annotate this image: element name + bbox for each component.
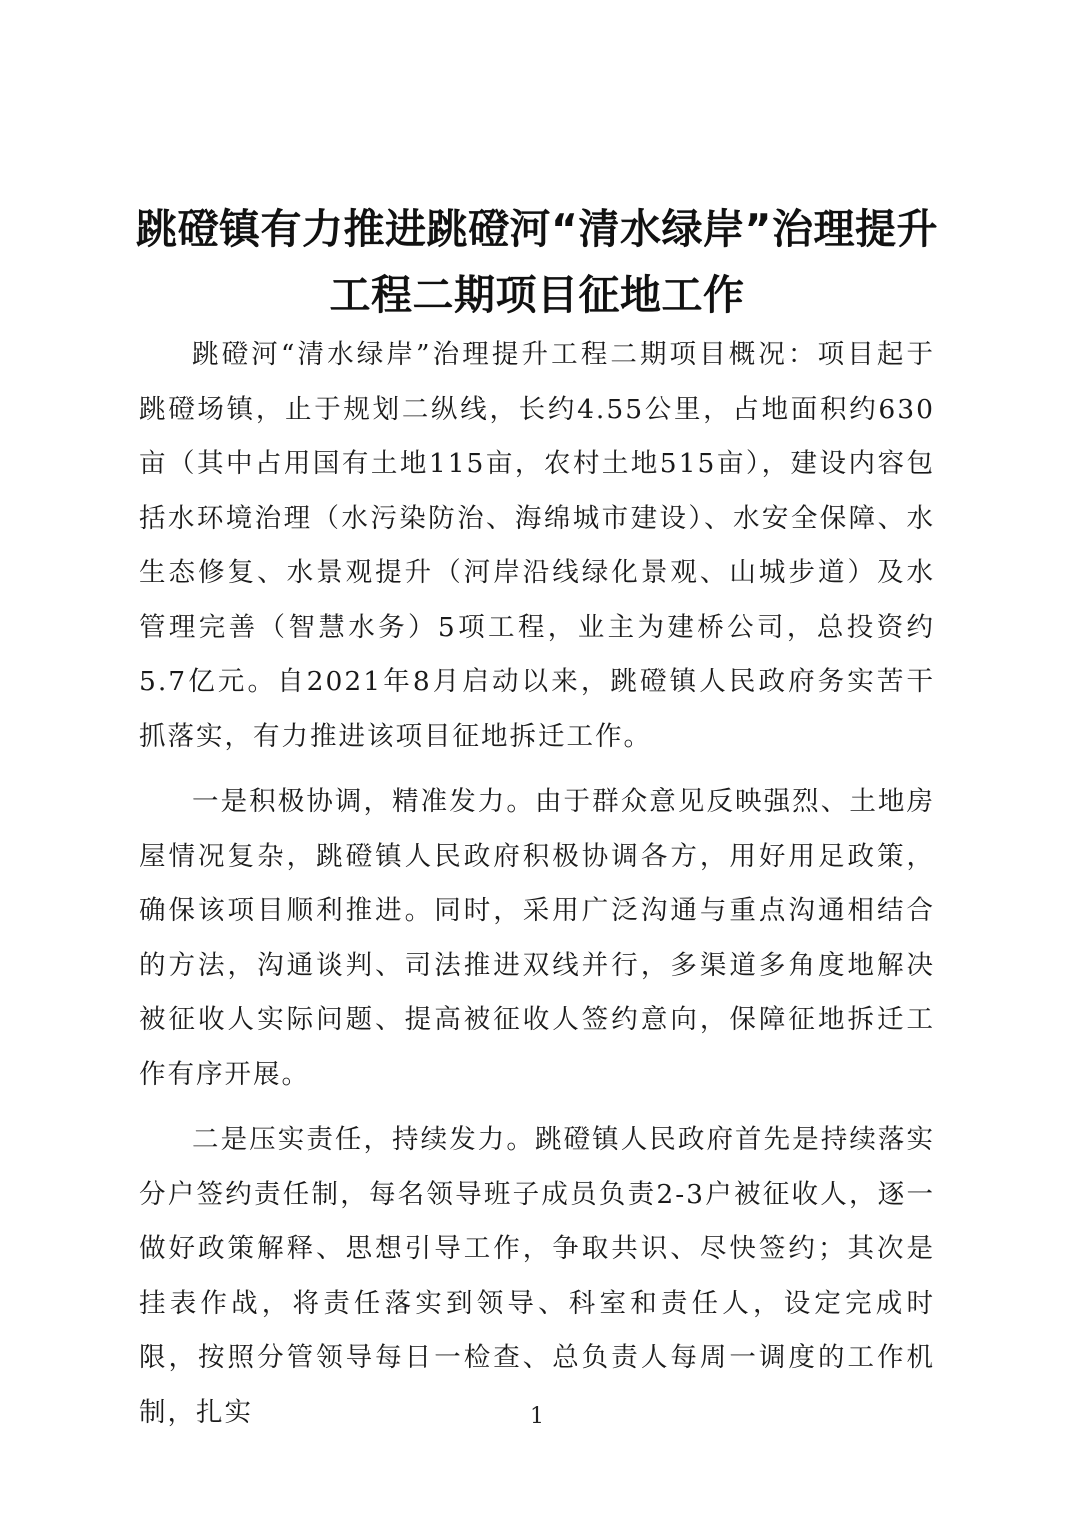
document-title: 跳磴镇有力推进跳磴河“清水绿岸”治理提升工程二期项目征地工作 [136, 205, 938, 319]
document-body [139, 328, 935, 1451]
paragraph-coordination: 一是积极协调，精准发力。由于群众意见反映强烈、土地房屋情况复杂，跳磴镇人民政府积极协调各方，用好用足政策，确保该项目顺利推进。同时，采用广泛沟通与重点沟通相结合的方法，沟通谈判、司法推进双线并行，多渠道多角度地解决被征收人实际问题、提高被征收人签约意向，保障征地拆迁工作有序开展。 [139, 786, 935, 1090]
page-number: 1 [530, 1404, 544, 1429]
paragraph-project-overview: 跳磴河“清水绿岸”治理提升工程二期项目概况：项目起于跳磴场镇，止于规划二纵线，长约4.55公里，占地面积约630亩（其中占用国有土地115亩，农村土地515亩），建设内容包括水环境治理（水污染防治、海绵城市建设）、水安全保障、水生态修复、水景观提升（河岸沿线绿化景观、山城步道）及水管理完善（智慧水务）5项工程，业主为建桥公司，总投资约5.7亿元。自2021年8月启动以来，跳磴镇人民政府务实苦干抓落实，有力推进该项目征地拆迁工作。 [139, 339, 935, 752]
paragraph-responsibility: 二是压实责任，持续发力。跳磴镇人民政府首先是持续落实分户签约责任制，每名领导班子成员负责2-3户被征收人，逐一做好政策解释、思想引导工作，争取共识、尽快签约；其次是挂表作战，将责任落实到领导、科室和责任人，设定完成时限，按照分管领导每日一检查、总负责人每周一调度的工作机制，扎实 [139, 1124, 935, 1428]
